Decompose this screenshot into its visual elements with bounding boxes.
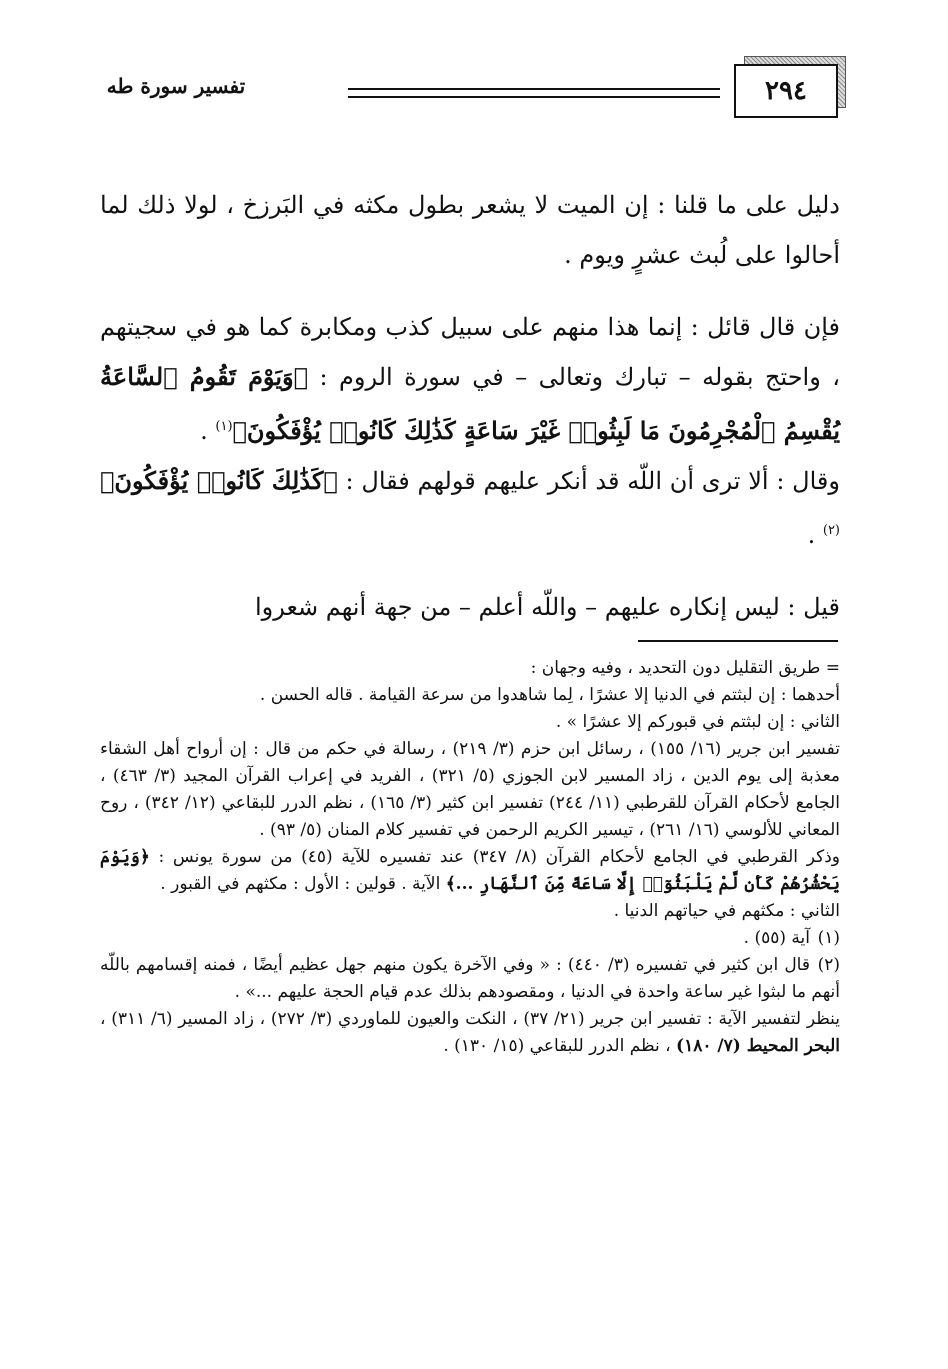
footnote-2-refs-b: ، نظم الدرر للبقاعي (١٥/ ١٣٠) . bbox=[443, 1036, 671, 1056]
running-title: تفسير سورة طه bbox=[106, 74, 246, 98]
footnote-2-refs-a: ينظر لتفسير الآية : تفسير ابن جرير (٢١/ ٣٧) ، النكت والعيون للماوردي (٣/ ٢٧٢) ، زاد المسير (٦/ ٣١١) ، bbox=[100, 1009, 841, 1029]
page-header bbox=[96, 64, 838, 124]
footnote-line: الثاني : إن لبثتم في قبوركم إلا عشرًا » . bbox=[555, 712, 840, 732]
footnote-qurtubi-text: وذكر القرطبي في الجامع لأحكام القرآن (٨/ ٣٤٧) عند تفسيره للآية (٤٥) من سورة يونس : bbox=[158, 847, 840, 867]
paragraph-1: دليل على ما قلنا : إن الميت لا يشعر بطول مكثه في البَرزخ ، لولا ذلك لما أحالوا على لُبث عشرٍ ويوم . bbox=[100, 191, 840, 269]
paragraph-2 bbox=[100, 302, 840, 560]
footnote-line: أحدهما : إن لبثتم في الدنيا إلا عشرًا ، لِما شاهدوا من سرعة القيامة . قاله الحسن . bbox=[259, 685, 840, 705]
footnote-line-qurtubi bbox=[100, 844, 840, 898]
footnote-ref-2: (٢) bbox=[822, 523, 840, 538]
footnote-2-number: (٢) bbox=[817, 955, 840, 975]
footnote-1 bbox=[100, 925, 840, 952]
footnote-qurtubi-end: الآية . قولين : الأول : مكثهم في القبور . bbox=[160, 874, 441, 894]
footnotes bbox=[100, 655, 840, 1060]
page-number: ٢٩٤ bbox=[734, 64, 838, 118]
quran-verse-yufakun: ﴿كَذَٰلِكَ كَانُوا۟ يُؤْفَكُونَ﴾ bbox=[100, 466, 338, 495]
footnote-continuation-line: = طريق التقليل دون التحديد ، وفيه وجهان : bbox=[530, 658, 840, 678]
footnote-2-refs-bold: البحر المحيط (٧/ ١٨٠) bbox=[676, 1036, 840, 1056]
footnote-2-references bbox=[100, 1006, 840, 1060]
footnote-ref-1: (١) bbox=[215, 419, 233, 434]
footnote-references: تفسير ابن جرير (١٦/ ١٥٥) ، رسائل ابن حزم (٣/ ٢١٩) ، رسالة في حكم من قال : إن أرواح أهل الشقاء معذبة إلى يوم الدين ، زاد المسير لابن الجوزي (٥/ ٣٢١) ، الفريد في إعراب القرآن المجيد (٣/ ٤٦٣) ، الجامع لأحكام القرآن للقرطبي (١١/ ٢٤٤) تفسير ابن كثير (٣/ ١٦٥) ، نظم الدرر للبقاعي (١٢/ ٣٤٢) ، روح المعاني للألوسي (١٦/ ٢٦١) ، تيسير الكريم الرحمن في تفسير كلام المنان (٥/ ٩٣) . bbox=[100, 739, 841, 840]
header-rule bbox=[348, 88, 720, 98]
paragraph-4: قيل : ليس إنكاره عليهم – واللّه أعلم – من جهة أنهم شعروا bbox=[254, 593, 840, 621]
footnote-2 bbox=[100, 952, 840, 1006]
paragraph-3-text: وقال : ألا ترى أن اللّه قد أنكر عليهم قولهم فقال : bbox=[345, 467, 840, 495]
paragraph-3-end: . bbox=[807, 521, 816, 549]
paragraph-2-end: . bbox=[200, 417, 208, 445]
footnote-separator bbox=[638, 640, 838, 642]
footnote-line: الثاني : مكثهم في حياتهم الدنيا . bbox=[613, 901, 840, 921]
main-text bbox=[100, 180, 840, 654]
quran-verse-yunus: ﴿وَيَوْمَ يَحْشُرُهُمْ كَأَن لَّمْ يَلْبَثُوٓا۟ إِلَّا سَاعَةً مِّنَ ٱلنَّهَارِ ...﴾ bbox=[100, 847, 840, 894]
paragraph-2-text: فإن قال قائل : إنما هذا منهم على سبيل كذب ومكابرة كما هو في سجيتهم ، واحتج بقوله – تبارك وتعالى – في سورة الروم : bbox=[100, 313, 840, 391]
footnote-1-text: آية (٥٥) . bbox=[743, 928, 810, 948]
quran-verse-rum: ﴿وَيَوْمَ تَقُومُ ٱلسَّاعَةُ يُقْسِمُ ٱلْمُجْرِمُونَ مَا لَبِثُوا۟ غَيْرَ سَاعَةٍ كَذَٰلِكَ كَانُوا۟ يُؤْفَكُونَ﴾ bbox=[100, 362, 840, 445]
footnote-1-number: (١) bbox=[817, 928, 840, 948]
footnote-2-text: قال ابن كثير في تفسيره (٣/ ٤٤٠) : « وفي الآخرة يكون منهم جهل عظيم أيضًا ، فمنه إقسامهم باللّه أنهم ما لبثوا غير ساعة واحدة في الدنيا ، ومقصودهم بذلك عدم قيام الحجة عليهم ...» . bbox=[100, 955, 840, 1002]
